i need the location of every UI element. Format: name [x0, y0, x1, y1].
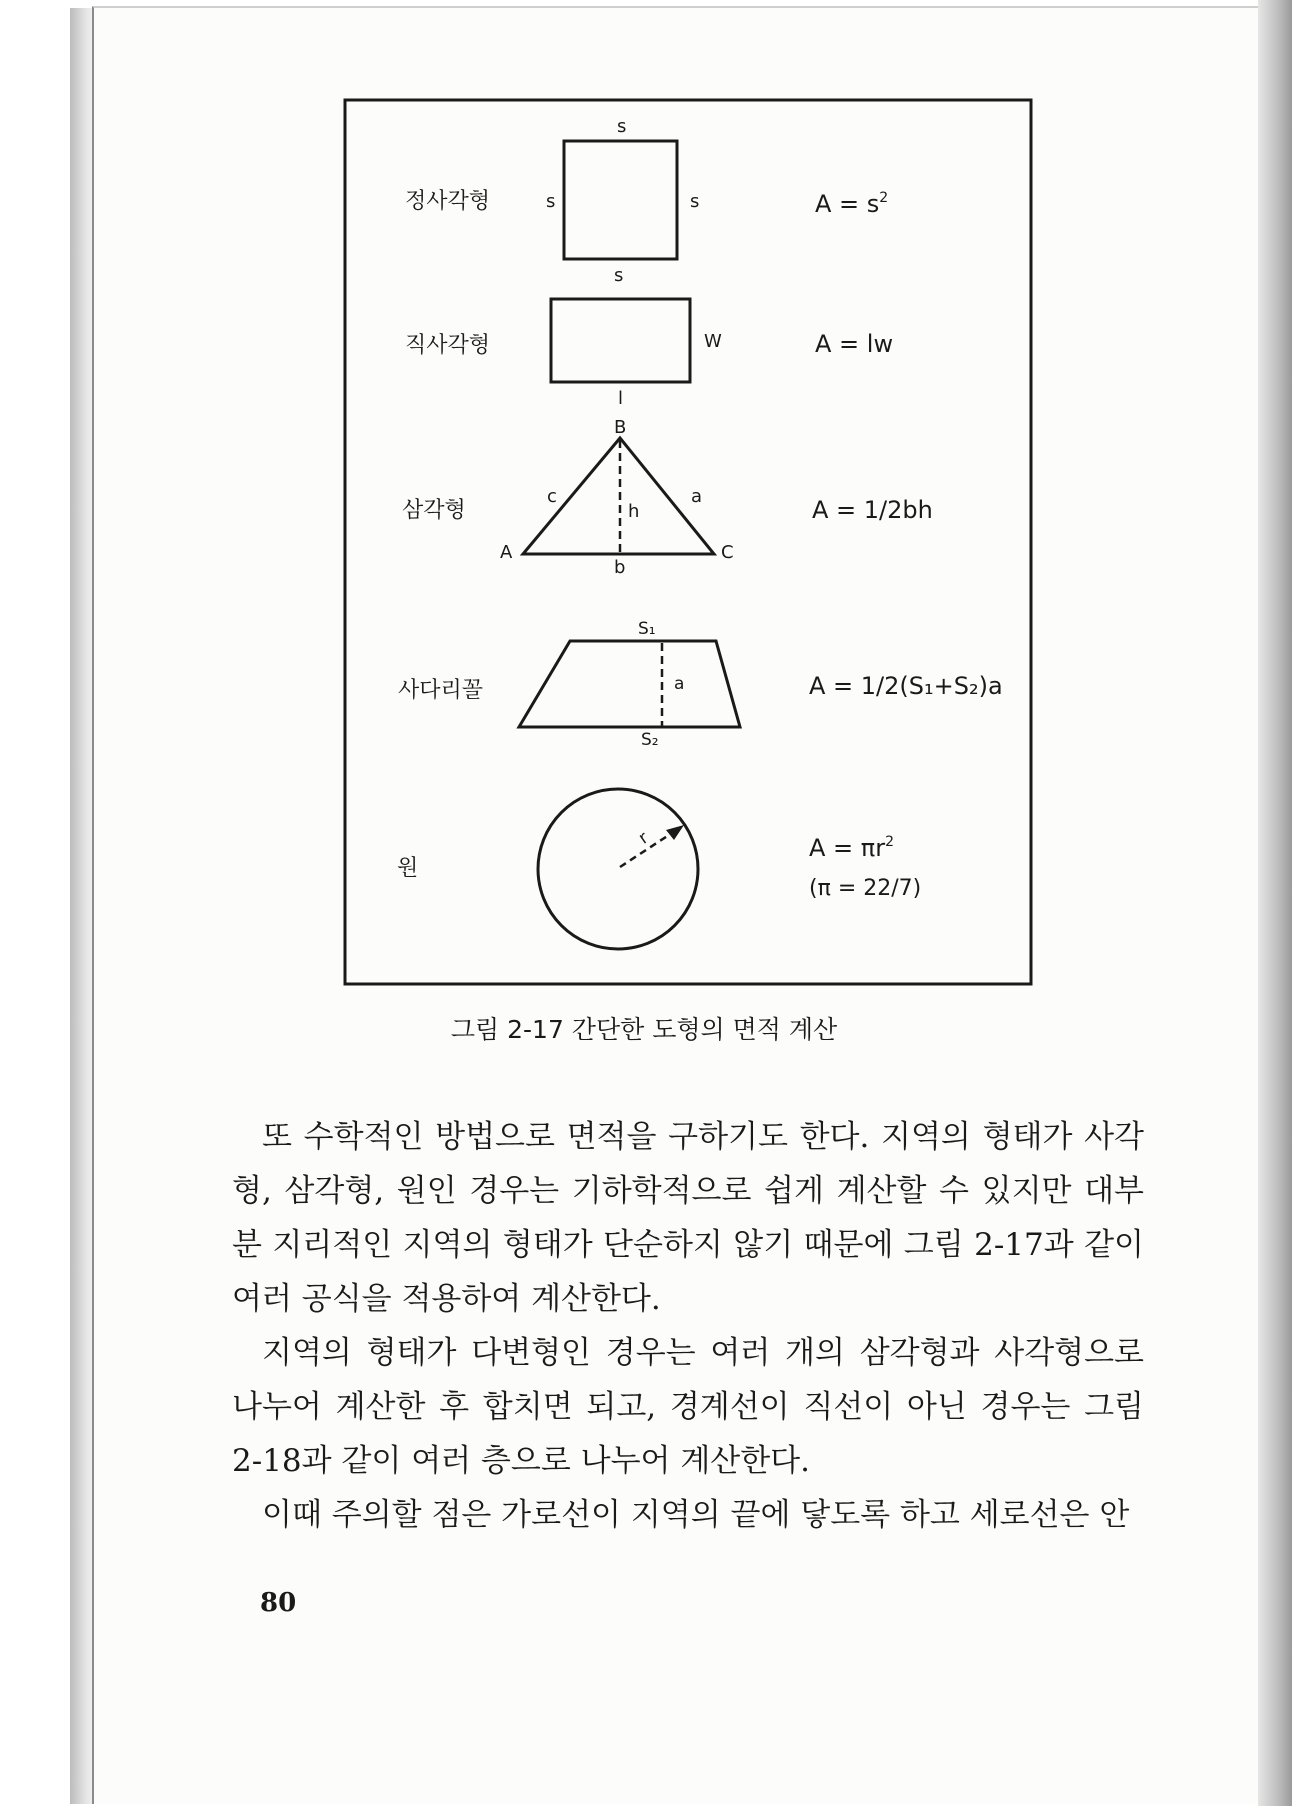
- rectangle-formula: A = lw: [815, 330, 894, 358]
- square-label-right: s: [690, 191, 700, 212]
- circle-formula-note: (π = 22/7): [809, 876, 922, 901]
- square-formula: $A = s^2$: [815, 190, 889, 218]
- triangle-label-height: h: [628, 501, 640, 522]
- triangle-name: 삼각형: [402, 498, 466, 523]
- rectangle-name: 직사각형: [405, 333, 491, 358]
- paragraph-1: 또 수학적인 방법으로 면적을 구하기도 한다. 지역의 형태가 사각형, 삼각형, 원인 경우는 기하학적으로 쉽게 계산할 수 있지만 대부분 지리적인 지역의 형태가 단순하지 않기 때문에 그림 2-17과 같이 여러 공식을 적용하여 계산한다.: [232, 1119, 1144, 1317]
- rectangle-shape: [551, 299, 690, 382]
- triangle-label-base: b: [614, 557, 626, 578]
- triangle-label-apex: B: [614, 417, 627, 438]
- trapezoid-label-top: S₁: [638, 619, 656, 639]
- square-label-bottom: s: [614, 265, 624, 286]
- figure-caption: 그림 2-17 간단한 도형의 면적 계산: [450, 1015, 838, 1044]
- paragraph-3: 이때 주의할 점은 가로선이 지역의 끝에 닿도록 하고 세로선은 안: [262, 1497, 1130, 1533]
- body-text: [232, 1110, 1144, 1542]
- circle-formula: $A = \pi r^2$: [809, 834, 895, 862]
- triangle-label-left-side: c: [547, 486, 557, 507]
- circle-shape: [538, 789, 698, 949]
- triangle-formula: A = 1/2bh: [812, 496, 933, 524]
- circle-radius-arrowhead: [666, 825, 684, 840]
- circle-name: 원: [397, 856, 419, 881]
- triangle-label-right-vertex: C: [721, 542, 734, 563]
- trapezoid-label-bottom: S₂: [641, 730, 659, 750]
- trapezoid-name: 사다리꼴: [398, 678, 484, 703]
- rectangle-label-bottom: l: [618, 388, 624, 409]
- square-label-top: s: [617, 116, 627, 137]
- triangle-label-right-side: a: [691, 486, 703, 507]
- page-number: 80: [260, 1588, 297, 1618]
- square-name: 정사각형: [405, 189, 491, 214]
- trapezoid-shape: [519, 641, 740, 727]
- paragraph-2: 지역의 형태가 다변형인 경우는 여러 개의 삼각형과 사각형으로 나누어 계산한 후 합치면 되고, 경계선이 직선이 아닌 경우는 그림 2-18과 같이 여러 층으로 나누어 계산한다.: [232, 1335, 1144, 1479]
- figure-frame: [345, 100, 1031, 984]
- trapezoid-formula: A = 1/2(S₁+S₂)a: [809, 672, 1003, 700]
- square-label-left: s: [546, 191, 556, 212]
- rectangle-label-right: W: [704, 331, 722, 352]
- square-shape: [564, 141, 677, 259]
- triangle-label-left-vertex: A: [500, 542, 513, 563]
- trapezoid-label-height: a: [674, 674, 685, 694]
- circle-label-radius: r: [634, 828, 653, 849]
